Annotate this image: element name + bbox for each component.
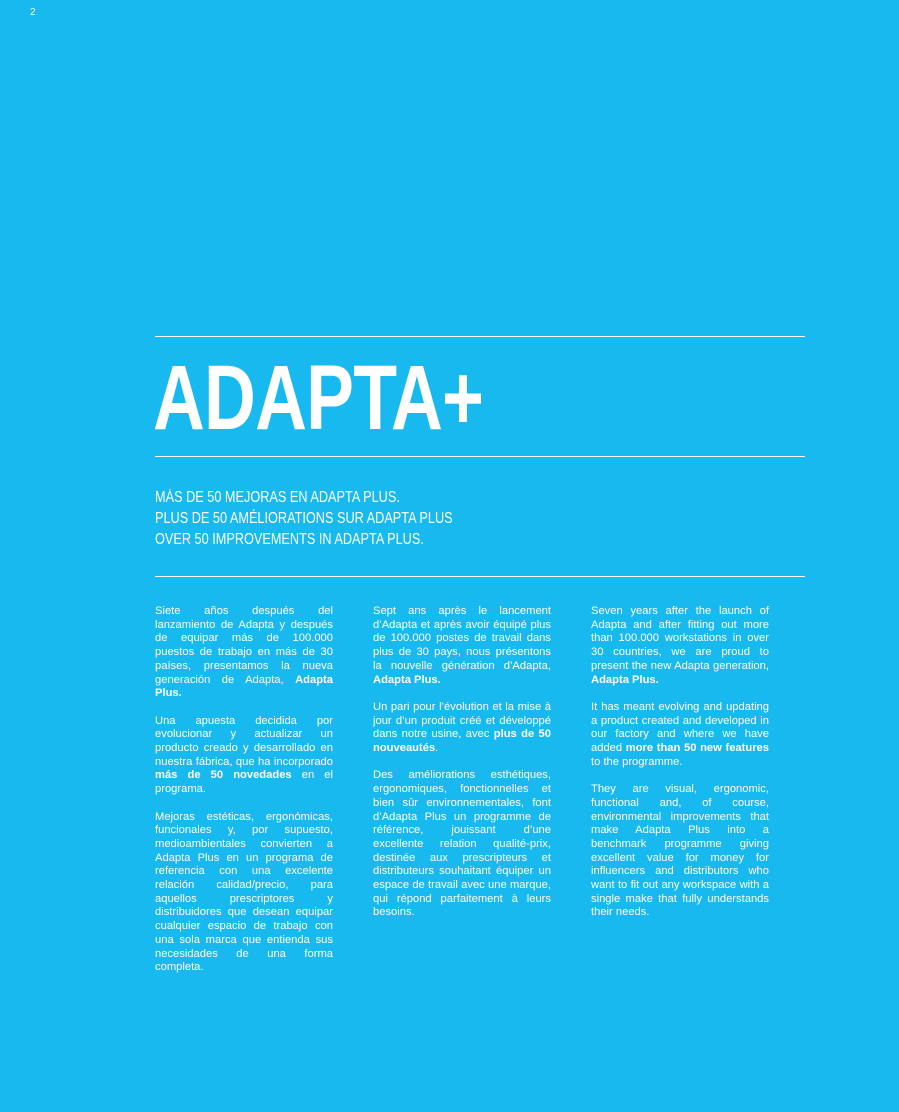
title-divider (155, 456, 805, 457)
subheading-fr: PLUS DE 50 AMÉLIORATIONS SUR ADAPTA PLUS (155, 510, 453, 527)
column-french (373, 605, 551, 934)
column-english (591, 605, 769, 934)
paragraph: It has meant evolving and updating a product created and developed in our factory and where we have added more than 50 new features to the programme. (591, 700, 769, 768)
bold-text: más de 50 novedades (155, 769, 292, 782)
subheading-es: MÁS DE 50 MEJORAS EN ADAPTA PLUS. (155, 489, 400, 506)
bold-text: plus de 50 nouveautés (373, 728, 551, 755)
top-divider (155, 336, 805, 337)
page-title: ADAPTA+ (153, 347, 484, 449)
subheadings (155, 487, 453, 550)
paragraph: Una apuesta decidida por evolucionar y actualizar un producto creado y desarrollado en nuestra fábrica, que ha incorporado más de 50 novedades en el programa. (155, 714, 333, 796)
bold-text: Adapta Plus. (373, 673, 441, 686)
subheading-en: OVER 50 IMPROVEMENTS IN ADAPTA PLUS. (155, 531, 424, 548)
bold-text: more than 50 new features (625, 742, 769, 755)
paragraph: Mejoras estéticas, ergonómicas, funcionales y, por supuesto, medioambientales convierten a Adapta Plus en un programa de referencia con una excelente relación calidad/precio, para aquellos prescriptores y distribuidores que desean equipar cualquier espacio de trabajo con una sola marca que entienda sus necesidades de una forma completa. (155, 810, 333, 974)
page-number: 2 (30, 7, 36, 18)
paragraph: Sept ans après le lancement d’Adapta et après avoir équipé plus de 100.000 postes de travail dans plus de 30 pays, nous présentons la nouvelle génération d’Adapta, Adapta Plus. (373, 605, 551, 686)
bold-text: Adapta Plus. (155, 673, 333, 700)
paragraph: Des améliorations esthétiques, ergonomiques, fonctionnelles et bien sûr environnementales, font d’Adapta Plus un programme de référence, jouissant d’une excellente relation qualité-prix, destinée aux prescripteurs et distributeurs souhaitant équiper un espace de travail avec une marque, qui répond parfaitement à leurs besoins. (373, 769, 551, 919)
subheading-divider (155, 576, 805, 577)
paragraph: They are visual, ergonomic, functional and, of course, environmental improvements that make Adapta Plus into a benchmark programme giving excellent value for money for influencers and distributors who want to fit out any workspace with a single make that fully understands their needs. (591, 783, 769, 919)
column-spanish (155, 605, 333, 989)
paragraph: Seven years after the launch of Adapta and after fitting out more than 100.000 workstations in over 30 countries, we are proud to present the new Adapta generation, Adapta Plus. (591, 605, 769, 686)
bold-text: Adapta Plus. (591, 673, 659, 686)
paragraph: Siete años después del lanzamiento de Adapta y después de equipar más de 100.000 puestos de trabajo en más de 30 países, presentamos la nueva generación de Adapta, Adapta Plus. (155, 605, 333, 700)
paragraph: Un pari pour l’évolution et la mise à jour d’un produit créé et développé dans notre usine, avec plus de 50 nouveautés. (373, 700, 551, 755)
